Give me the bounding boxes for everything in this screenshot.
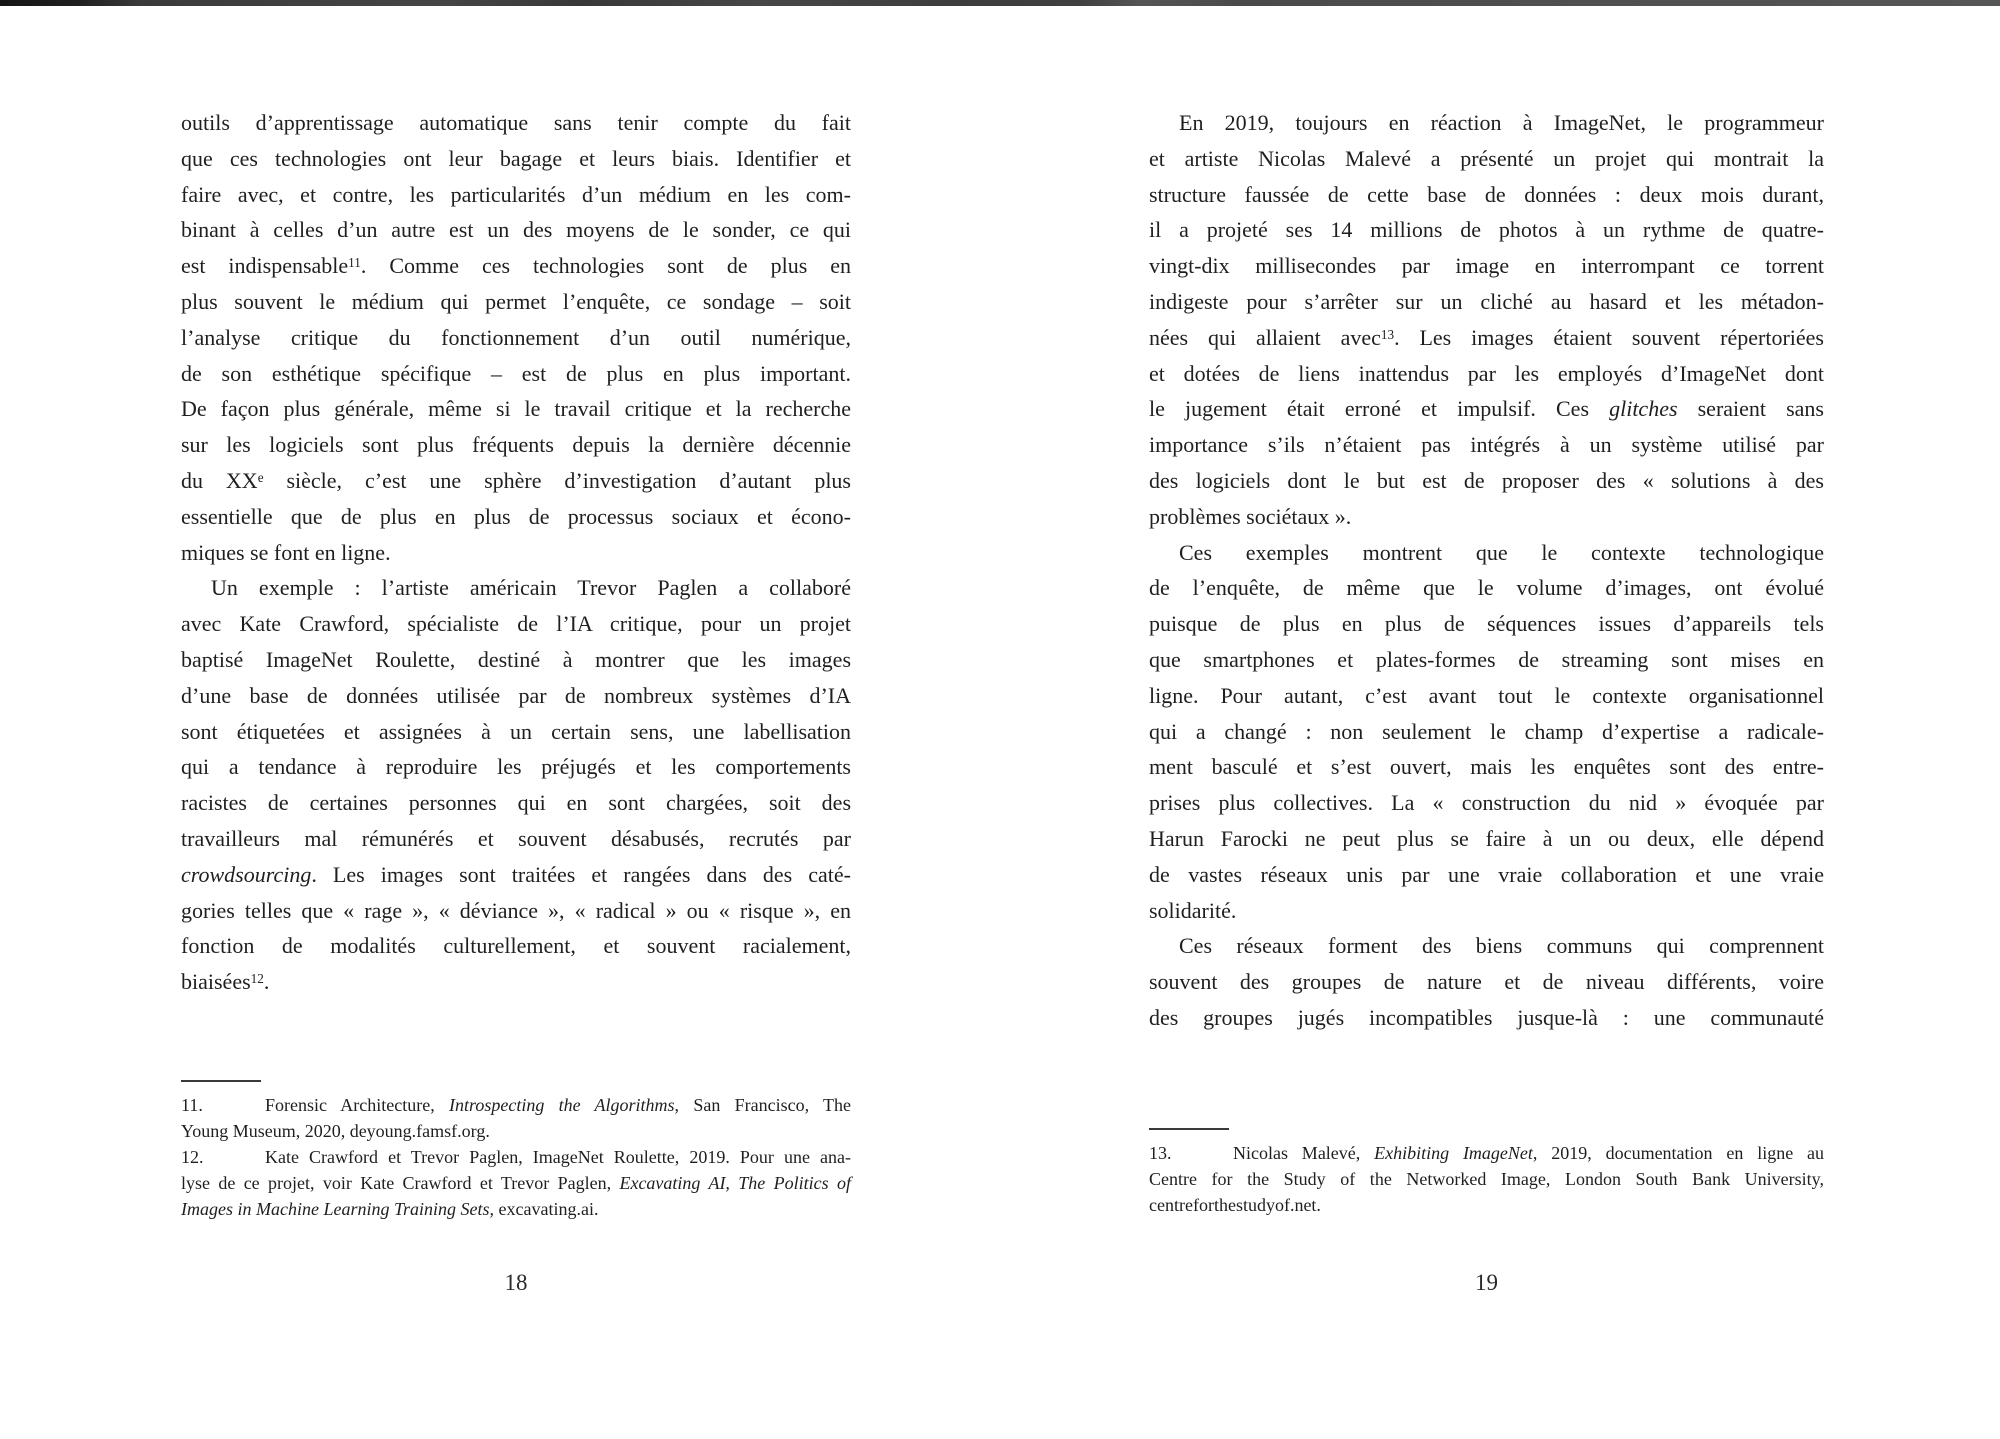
scan-top-edge [0, 0, 2000, 6]
text-line: de l’enquête, de même que le volume d’images, ont évolué [1149, 575, 1824, 601]
text-line: des logiciels dont le but est de proposer des « solutions à des [1149, 467, 1824, 493]
paragraph [181, 105, 851, 570]
text-line: faire avec, et contre, les particularités d’un médium en les com- [181, 181, 851, 207]
text-line: 12. Kate Crawford et Trevor Paglen, ImageNet Roulette, 2019. Pour une ana- [181, 1147, 851, 1167]
text-line: gories telles que « rage », « déviance », « radical » ou « risque », en [181, 897, 851, 923]
text-line: baptisé ImageNet Roulette, destiné à montrer que les images [181, 646, 851, 672]
text-line: structure faussée de cette base de données : deux mois durant, [1149, 181, 1824, 207]
footnote-text [181, 1092, 851, 1222]
text-line: est indispensable$^{11}$. Comme ces technologies sont de plus en [181, 253, 851, 279]
text-line: 13. Nicolas Malevé, Exhibiting ImageNet, 2019, documentation en ligne au [1149, 1143, 1824, 1163]
text-line: de vastes réseaux unis par une vraie collaboration et une vraie [1149, 861, 1824, 887]
page-number-left: 18 [504, 1270, 528, 1295]
text-line: qui a changé : non seulement le champ d’expertise a radicale- [1149, 718, 1824, 744]
text-line: vingt-dix millisecondes par image en interrompant ce torrent [1149, 253, 1824, 279]
text-line: Young Museum, 2020, deyoung.famsf.org. [181, 1121, 490, 1141]
footnote [181, 1144, 851, 1222]
text-line: Un exemple : l’artiste américain Trevor Paglen a collaboré [211, 575, 851, 601]
text-line: racistes de certaines personnes qui en sont chargées, soit des [181, 790, 851, 816]
text-line: que smartphones et plates-formes de streaming sont mises en [1149, 646, 1824, 672]
text-line: et dotées de liens inattendus par les employés d’ImageNet dont [1149, 360, 1824, 386]
footnote-separator-rule [181, 1080, 261, 1082]
paragraph [1149, 928, 1824, 1035]
text-line: puisque de plus en plus de séquences issues d’appareils tels [1149, 611, 1824, 637]
text-line: et artiste Nicolas Malevé a présenté un projet qui montrait la [1149, 145, 1824, 171]
footnote [181, 1092, 851, 1144]
text-line: des groupes jugés incompatibles jusque-là : une communauté [1149, 1004, 1824, 1030]
text-line: essentielle que de plus en plus de processus sociaux et écono- [181, 503, 851, 529]
text-line: du XXe siècle, c’est une sphère d’investigation d’autant plus [181, 467, 851, 493]
text-line: outils d’apprentissage automatique sans tenir compte du fait [181, 110, 851, 135]
footnote [1149, 1140, 1824, 1218]
text-line: solidarité. [1149, 897, 1237, 923]
text-line: miques se font en ligne. [181, 539, 391, 565]
text-line: sont étiquetées et assignées à un certain sens, une labellisation [181, 718, 851, 744]
text-line: En 2019, toujours en réaction à ImageNet, le programmeur [1179, 110, 1824, 135]
footnote-text [1149, 1140, 1824, 1218]
text-line: 11. Forensic Architecture, Introspecting the Algorithms, San Francisco, The [181, 1095, 852, 1115]
text-line: souvent des groupes de nature et de niveau différents, voire [1149, 969, 1824, 995]
text-line: avec Kate Crawford, spécialiste de l’IA critique, pour un projet [181, 611, 851, 637]
text-line: centreforthestudyof.net. [1149, 1195, 1321, 1215]
text-line: importance s’ils n’étaient pas intégrés à un système utilisé par [1149, 432, 1824, 458]
paragraph [181, 570, 851, 1000]
page-19-body-text [1149, 105, 1824, 1036]
text-line: l’analyse critique du fonctionnement d’un outil numérique, [181, 324, 851, 350]
text-line: biaisées$^{12}$. [181, 969, 270, 995]
text-line: plus souvent le médium qui permet l’enquête, ce sondage – soit [181, 288, 851, 314]
text-line: lyse de ce projet, voir Kate Crawford et Trevor Paglen, Excavating AI, The Politics of [181, 1173, 851, 1193]
text-line: De façon plus générale, même si le travail critique et la recherche [181, 396, 851, 422]
text-line: Ces réseaux forment des biens communs qui comprennent [1179, 933, 1824, 959]
text-line: de son esthétique spécifique – est de plus en plus important. [181, 360, 851, 386]
text-line: qui a tendance à reproduire les préjugés et les comportements [181, 754, 851, 780]
text-line: d’une base de données utilisée par de nombreux systèmes d’IA [181, 682, 851, 708]
page-18-footnotes [181, 1080, 851, 1222]
text-line: prises plus collectives. La « construction du nid » évoquée par [1149, 790, 1824, 816]
text-line: fonction de modalités culturellement, et souvent racialement, [181, 933, 851, 959]
paragraph [1149, 105, 1824, 535]
page-number-right: 19 [1475, 1270, 1498, 1295]
text-line: ligne. Pour autant, c’est avant tout le contexte organisationnel [1149, 682, 1824, 708]
text-line: binant à celles d’un autre est un des moyens de le sonder, ce qui [181, 217, 851, 243]
text-line: indigeste pour s’arrêter sur un cliché au hasard et les métadon- [1149, 288, 1824, 314]
footnote-separator-rule [1149, 1128, 1229, 1130]
text-line: Centre for the Study of the Networked Image, London South Bank University, [1149, 1169, 1824, 1189]
text-line: que ces technologies ont leur bagage et leurs biais. Identifier et [181, 145, 851, 171]
text-line: crowdsourcing. Les images sont traitées et rangées dans des caté- [181, 861, 851, 887]
text-line: Images in Machine Learning Training Sets, excavating.ai. [181, 1199, 599, 1219]
paragraph [1149, 535, 1824, 929]
text-line: travailleurs mal rémunérés et souvent désabusés, recrutés par [181, 825, 851, 851]
text-line: nées qui allaient avec$^{13}$. Les images étaient souvent répertoriées [1149, 324, 1824, 350]
text-line: il a projeté ses 14 millions de photos à un rythme de quatre- [1149, 217, 1824, 243]
page-18-body-text [181, 105, 851, 1000]
text-line: le jugement était erroné et impulsif. Ces glitches seraient sans [1149, 396, 1824, 422]
page-19-footnotes [1149, 1128, 1824, 1218]
text-line: problèmes sociétaux ». [1149, 503, 1352, 529]
text-line: sur les logiciels sont plus fréquents depuis la dernière décennie [181, 432, 851, 458]
text-line: Harun Farocki ne peut plus se faire à un ou deux, elle dépend [1149, 825, 1824, 851]
text-line: ment basculé et s’est ouvert, mais les enquêtes sont des entre- [1149, 754, 1824, 780]
text-line: Ces exemples montrent que le contexte technologique [1179, 539, 1824, 565]
